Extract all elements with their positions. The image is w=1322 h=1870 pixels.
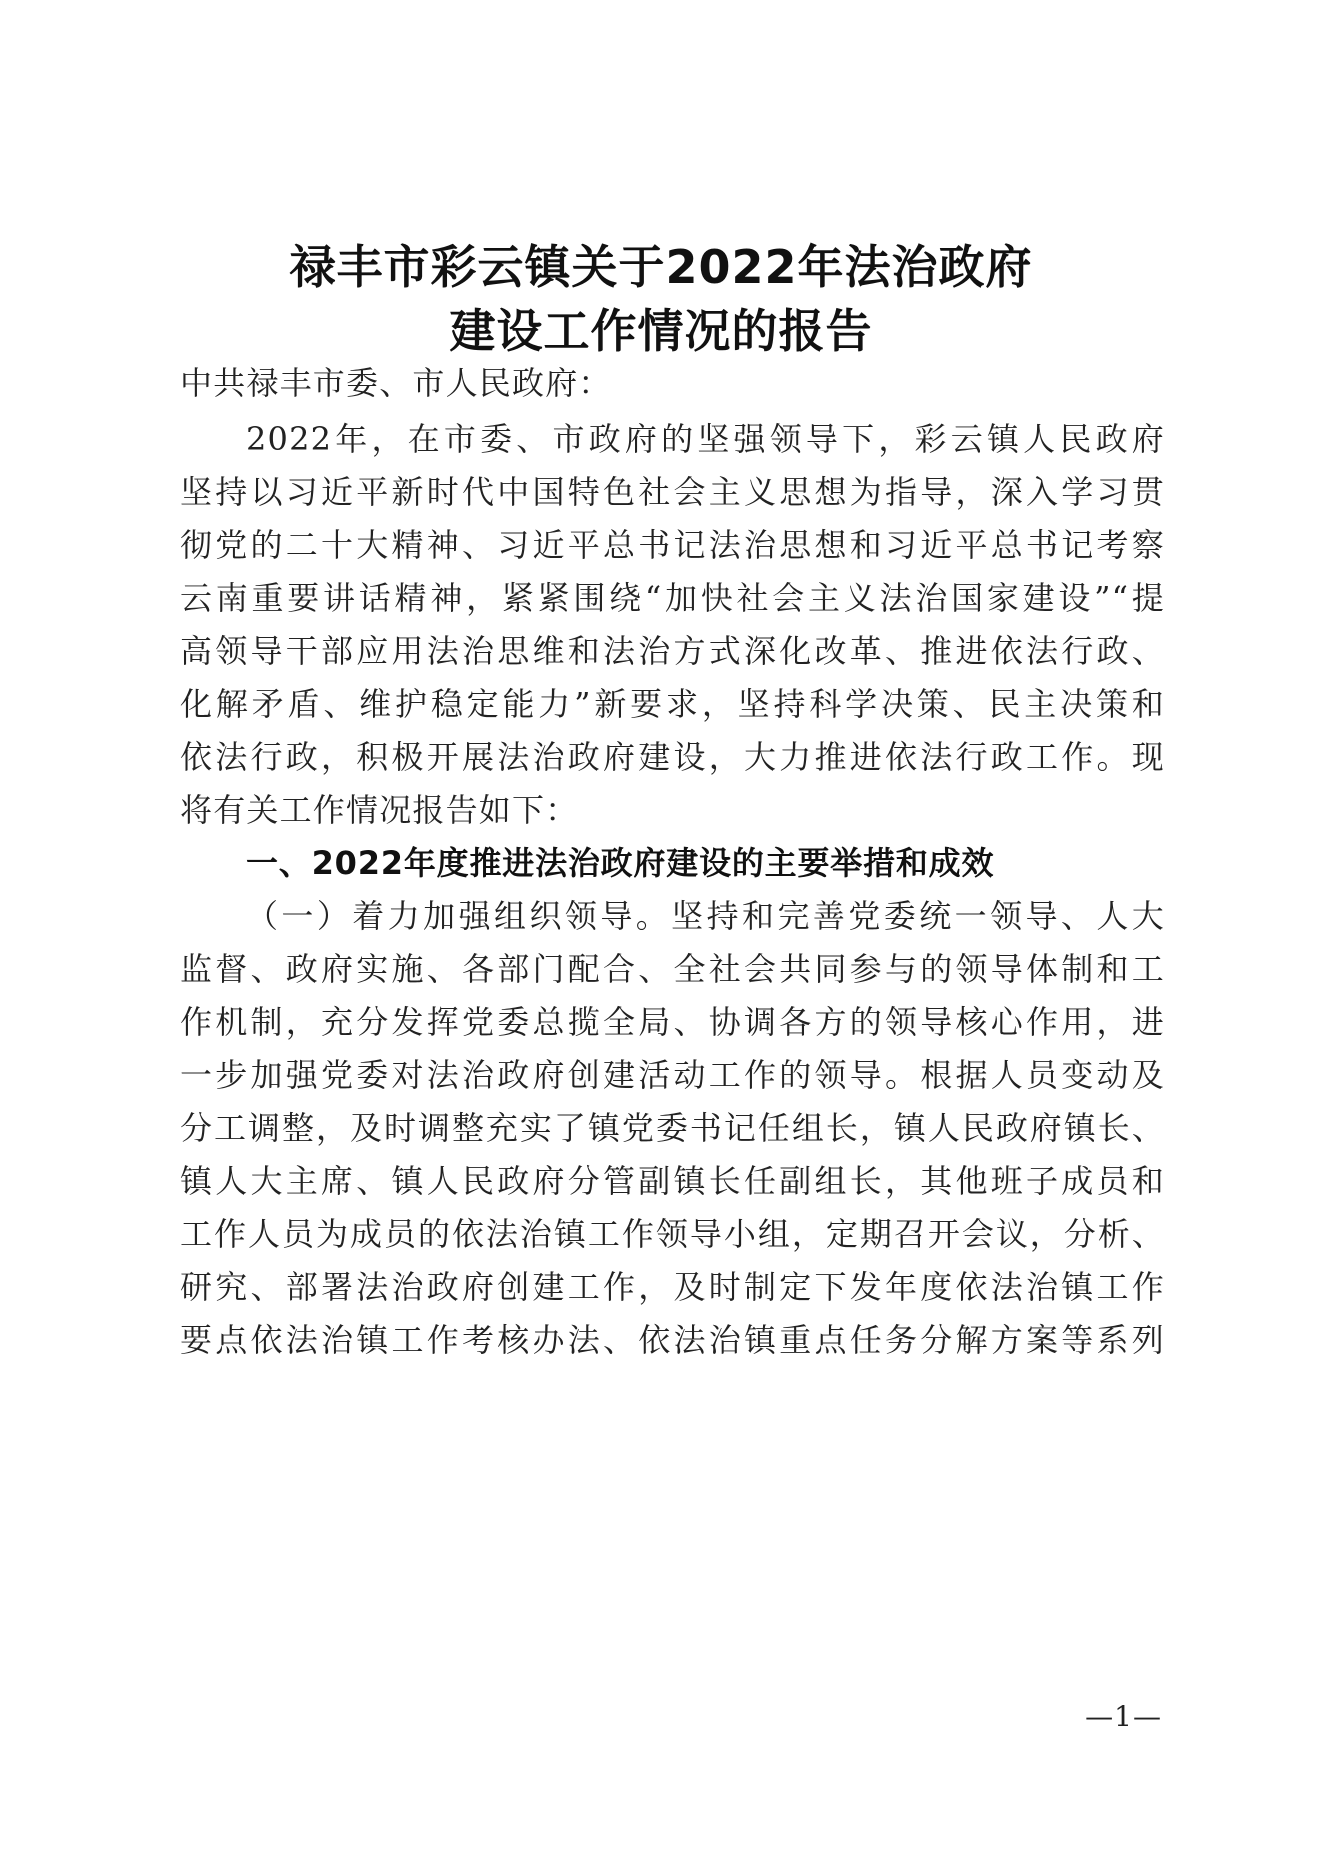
paragraph-2-line: 一步加强党委对法治政府创建活动工作的领导。根据人员变动及 bbox=[180, 1056, 1165, 1094]
paragraph-1-line: 云南重要讲话精神，紧紧围绕“加快社会主义法治国家建设”“提 bbox=[180, 579, 1165, 617]
paragraph-2-line: 研究、部署法治政府创建工作，及时制定下发年度依法治镇工作 bbox=[180, 1268, 1165, 1306]
paragraph-1-line: 坚持以习近平新时代中国特色社会主义思想为指导，深入学习贯 bbox=[180, 473, 1165, 511]
paragraph-1-line: 2022年，在市委、市政府的坚强领导下，彩云镇人民政府 bbox=[246, 420, 1165, 458]
paragraph-2-line: 要点依法治镇工作考核办法、依法治镇重点任务分解方案等系列 bbox=[180, 1321, 1165, 1359]
paragraph-1-line: 将有关工作情况报告如下： bbox=[180, 791, 579, 829]
paragraph-2-line: 镇人大主席、镇人民政府分管副镇长任副组长，其他班子成员和 bbox=[180, 1162, 1165, 1200]
salutation: 中共禄丰市委、市人民政府： bbox=[180, 364, 612, 402]
page-number: —1— bbox=[1085, 1700, 1162, 1733]
paragraph-2-line: 工作人员为成员的依法治镇工作领导小组，定期召开会议，分析、 bbox=[180, 1215, 1165, 1253]
paragraph-2-line: 监督、政府实施、各部门配合、全社会共同参与的领导体制和工 bbox=[180, 950, 1165, 988]
paragraph-2-line: （一）着力加强组织领导。坚持和完善党委统一领导、人大 bbox=[246, 897, 1165, 935]
paragraph-1-line: 依法行政，积极开展法治政府建设，大力推进依法行政工作。现 bbox=[180, 738, 1165, 776]
document-title-line-2: 建设工作情况的报告 bbox=[449, 304, 873, 358]
section-heading: 一、2022年度推进法治政府建设的主要举措和成效 bbox=[246, 844, 995, 882]
paragraph-1-line: 化解矛盾、维护稳定能力”新要求，坚持科学决策、民主决策和 bbox=[180, 685, 1165, 723]
paragraph-2-line: 作机制，充分发挥党委总揽全局、协调各方的领导核心作用，进 bbox=[180, 1003, 1165, 1041]
document-title-line-1: 禄丰市彩云镇关于2022年法治政府 bbox=[289, 240, 1033, 294]
paragraph-2-line: 分工调整，及时调整充实了镇党委书记任组长，镇人民政府镇长、 bbox=[180, 1109, 1165, 1147]
paragraph-1-line: 高领导干部应用法治思维和法治方式深化改革、推进依法行政、 bbox=[180, 632, 1165, 670]
paragraph-1-line: 彻党的二十大精神、习近平总书记法治思想和习近平总书记考察 bbox=[180, 526, 1165, 564]
